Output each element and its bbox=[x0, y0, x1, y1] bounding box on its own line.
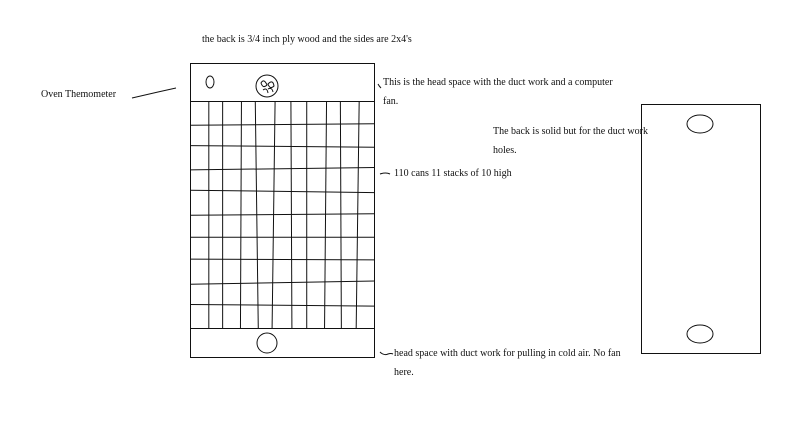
can-row-divider bbox=[190, 146, 375, 148]
can-row-divider bbox=[190, 214, 375, 216]
bottom-head-space-note: head space with duct work for pulling in cold air. No fan here. bbox=[394, 348, 621, 378]
computer-fan-icon bbox=[256, 75, 278, 97]
bottom-duct-icon bbox=[257, 333, 277, 353]
oven-thermometer-icon bbox=[206, 76, 214, 88]
can-row-divider bbox=[190, 305, 375, 307]
bottom-head-space-pointer bbox=[380, 352, 393, 355]
can-row-divider bbox=[190, 259, 375, 260]
cans-pointer bbox=[380, 173, 390, 174]
can-grid bbox=[190, 101, 375, 328]
back-bottom-duct-hole-icon bbox=[687, 325, 713, 343]
top-note: the back is 3/4 inch ply wood and the sides are 2x4's bbox=[202, 34, 412, 45]
can-row-divider bbox=[190, 124, 375, 126]
thermometer-pointer bbox=[132, 88, 176, 98]
back-top-duct-hole-icon bbox=[687, 115, 713, 133]
thermometer-label: Oven Themometer bbox=[41, 89, 117, 100]
stack-divider bbox=[340, 101, 341, 328]
can-row-divider bbox=[190, 168, 375, 170]
back-panel-note: The back is solid but for the duct work holes. bbox=[493, 126, 648, 156]
stack-divider bbox=[356, 101, 359, 328]
head-space-fan-note: This is the head space with the duct work and a computer fan. bbox=[383, 77, 613, 107]
cans-note: 110 cans 11 stacks of 10 high bbox=[394, 168, 512, 179]
head-space-pointer bbox=[378, 84, 381, 88]
back-panel-outline bbox=[642, 105, 761, 354]
front-cabinet-outline bbox=[191, 64, 375, 358]
can-row-divider bbox=[190, 281, 375, 284]
can-row-divider bbox=[190, 190, 375, 192]
